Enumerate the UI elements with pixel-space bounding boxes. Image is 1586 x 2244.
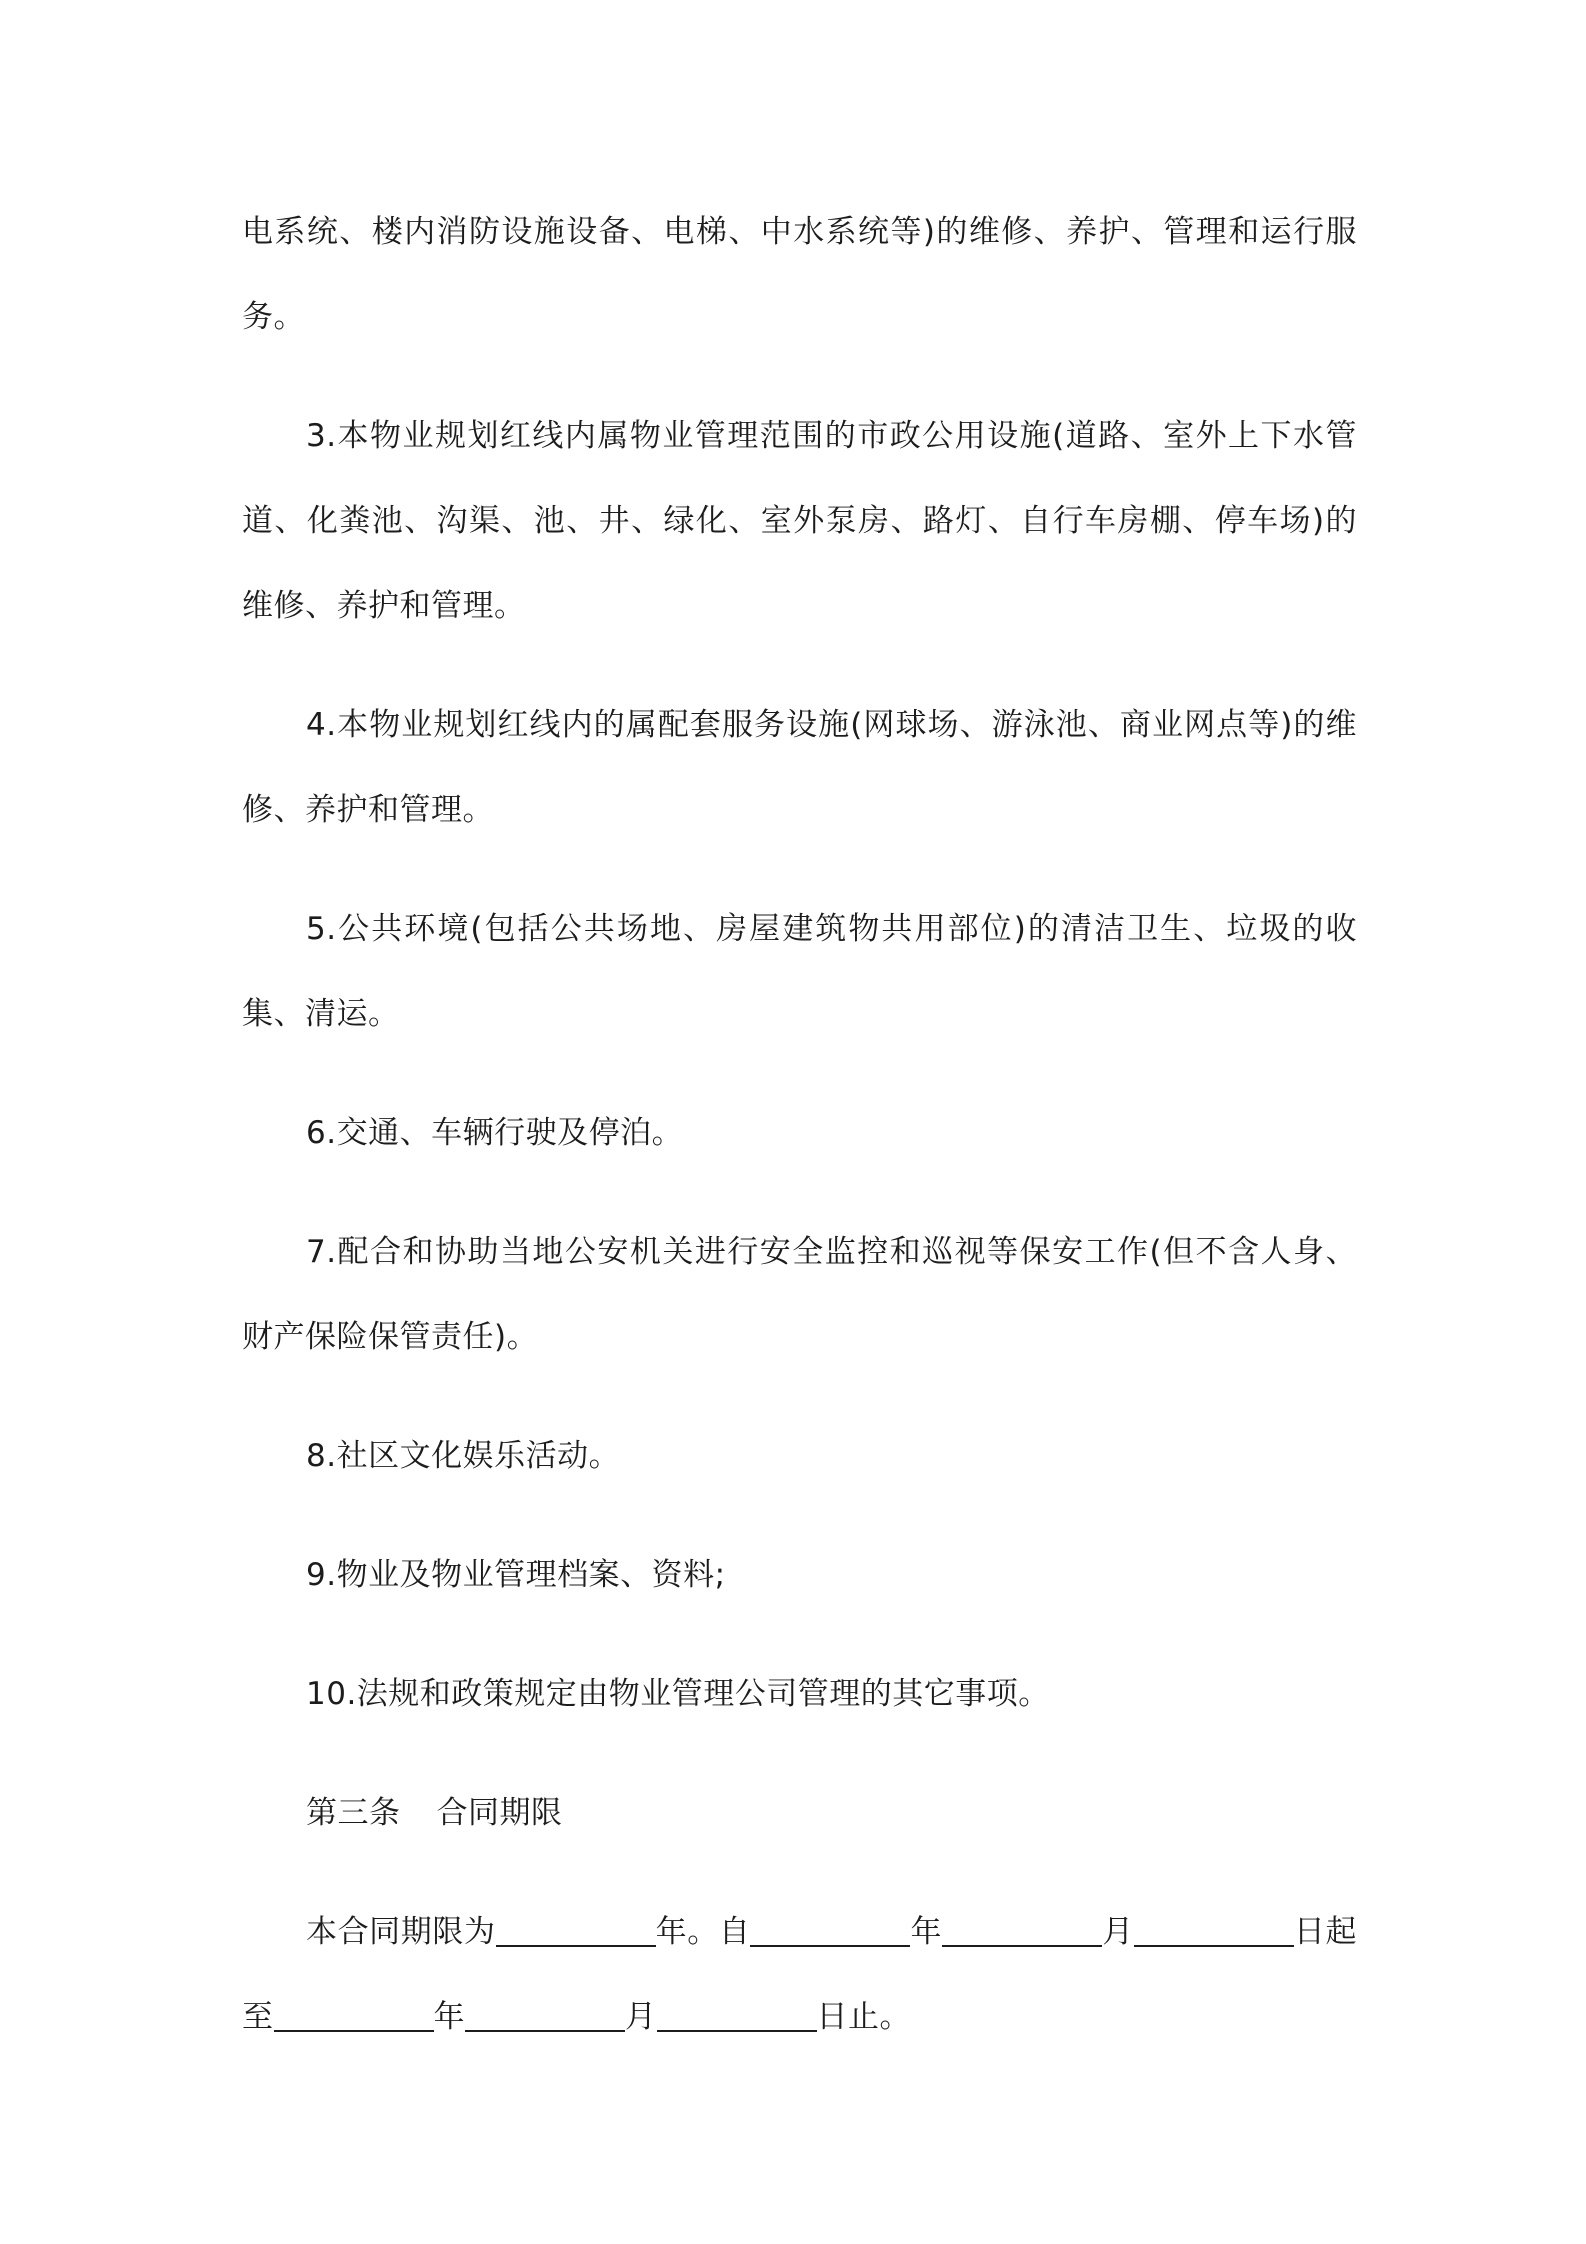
blank-start-year [750,1914,910,1947]
paragraph-item-10: 10.法规和政策规定由物业管理公司管理的其它事项。 [306,1676,1050,1712]
paragraph-item-8: 8.社区文化娱乐活动。 [306,1438,621,1474]
term-text-8: 日止。 [816,1999,911,2035]
blank-end-day [657,1999,817,2032]
paragraph-item-9: 9.物业及物业管理档案、资料; [306,1557,726,1593]
article-number: 第三条 [306,1795,401,1831]
term-text-6: 年 [433,1999,465,2035]
term-text-3: 年 [910,1914,943,1950]
term-text-7: 月 [625,1999,657,2035]
paragraph-item-3: 3.本物业规划红线内属物业管理范围的市政公用设施(道路、室外上下水管道、化粪池、沟渠、池、井、绿化、室外泵房、路灯、自行车房棚、停车场)的维修、养护和管理。 [242,418,1357,624]
paragraph-item-5: 5.公共环境(包括公共场地、房屋建筑物共用部位)的清洁卫生、垃圾的收集、清运。 [242,911,1357,1032]
contract-term-paragraph [242,1890,1357,2060]
article-heading [242,1771,1357,1856]
term-text-1: 本合同期限为 [306,1914,496,1950]
term-text-2: 年。自 [655,1914,751,1950]
document-body [242,190,1357,2060]
paragraph-item-6: 6.交通、车辆行驶及停泊。 [306,1115,684,1151]
article-title: 合同期限 [436,1795,563,1831]
blank-end-year [274,1999,434,2032]
blank-start-day [1134,1914,1294,1947]
term-text-4: 月 [1102,1914,1134,1950]
blank-start-month [942,1914,1102,1947]
paragraph-item-4: 4.本物业规划红线内的属配套服务设施(网球场、游泳池、商业网点等)的维修、养护和管理。 [242,707,1357,828]
paragraph-service-continuation: 电系统、楼内消防设施设备、电梯、中水系统等)的维修、养护、管理和运行服务。 [242,214,1357,335]
blank-end-month [465,1999,625,2032]
term-text-5: 日起至 [242,1914,1357,2035]
paragraph-item-7: 7.配合和协助当地公安机关进行安全监控和巡视等保安工作(但不含人身、财产保险保管责任)。 [242,1234,1357,1355]
blank-term-years [496,1914,656,1947]
